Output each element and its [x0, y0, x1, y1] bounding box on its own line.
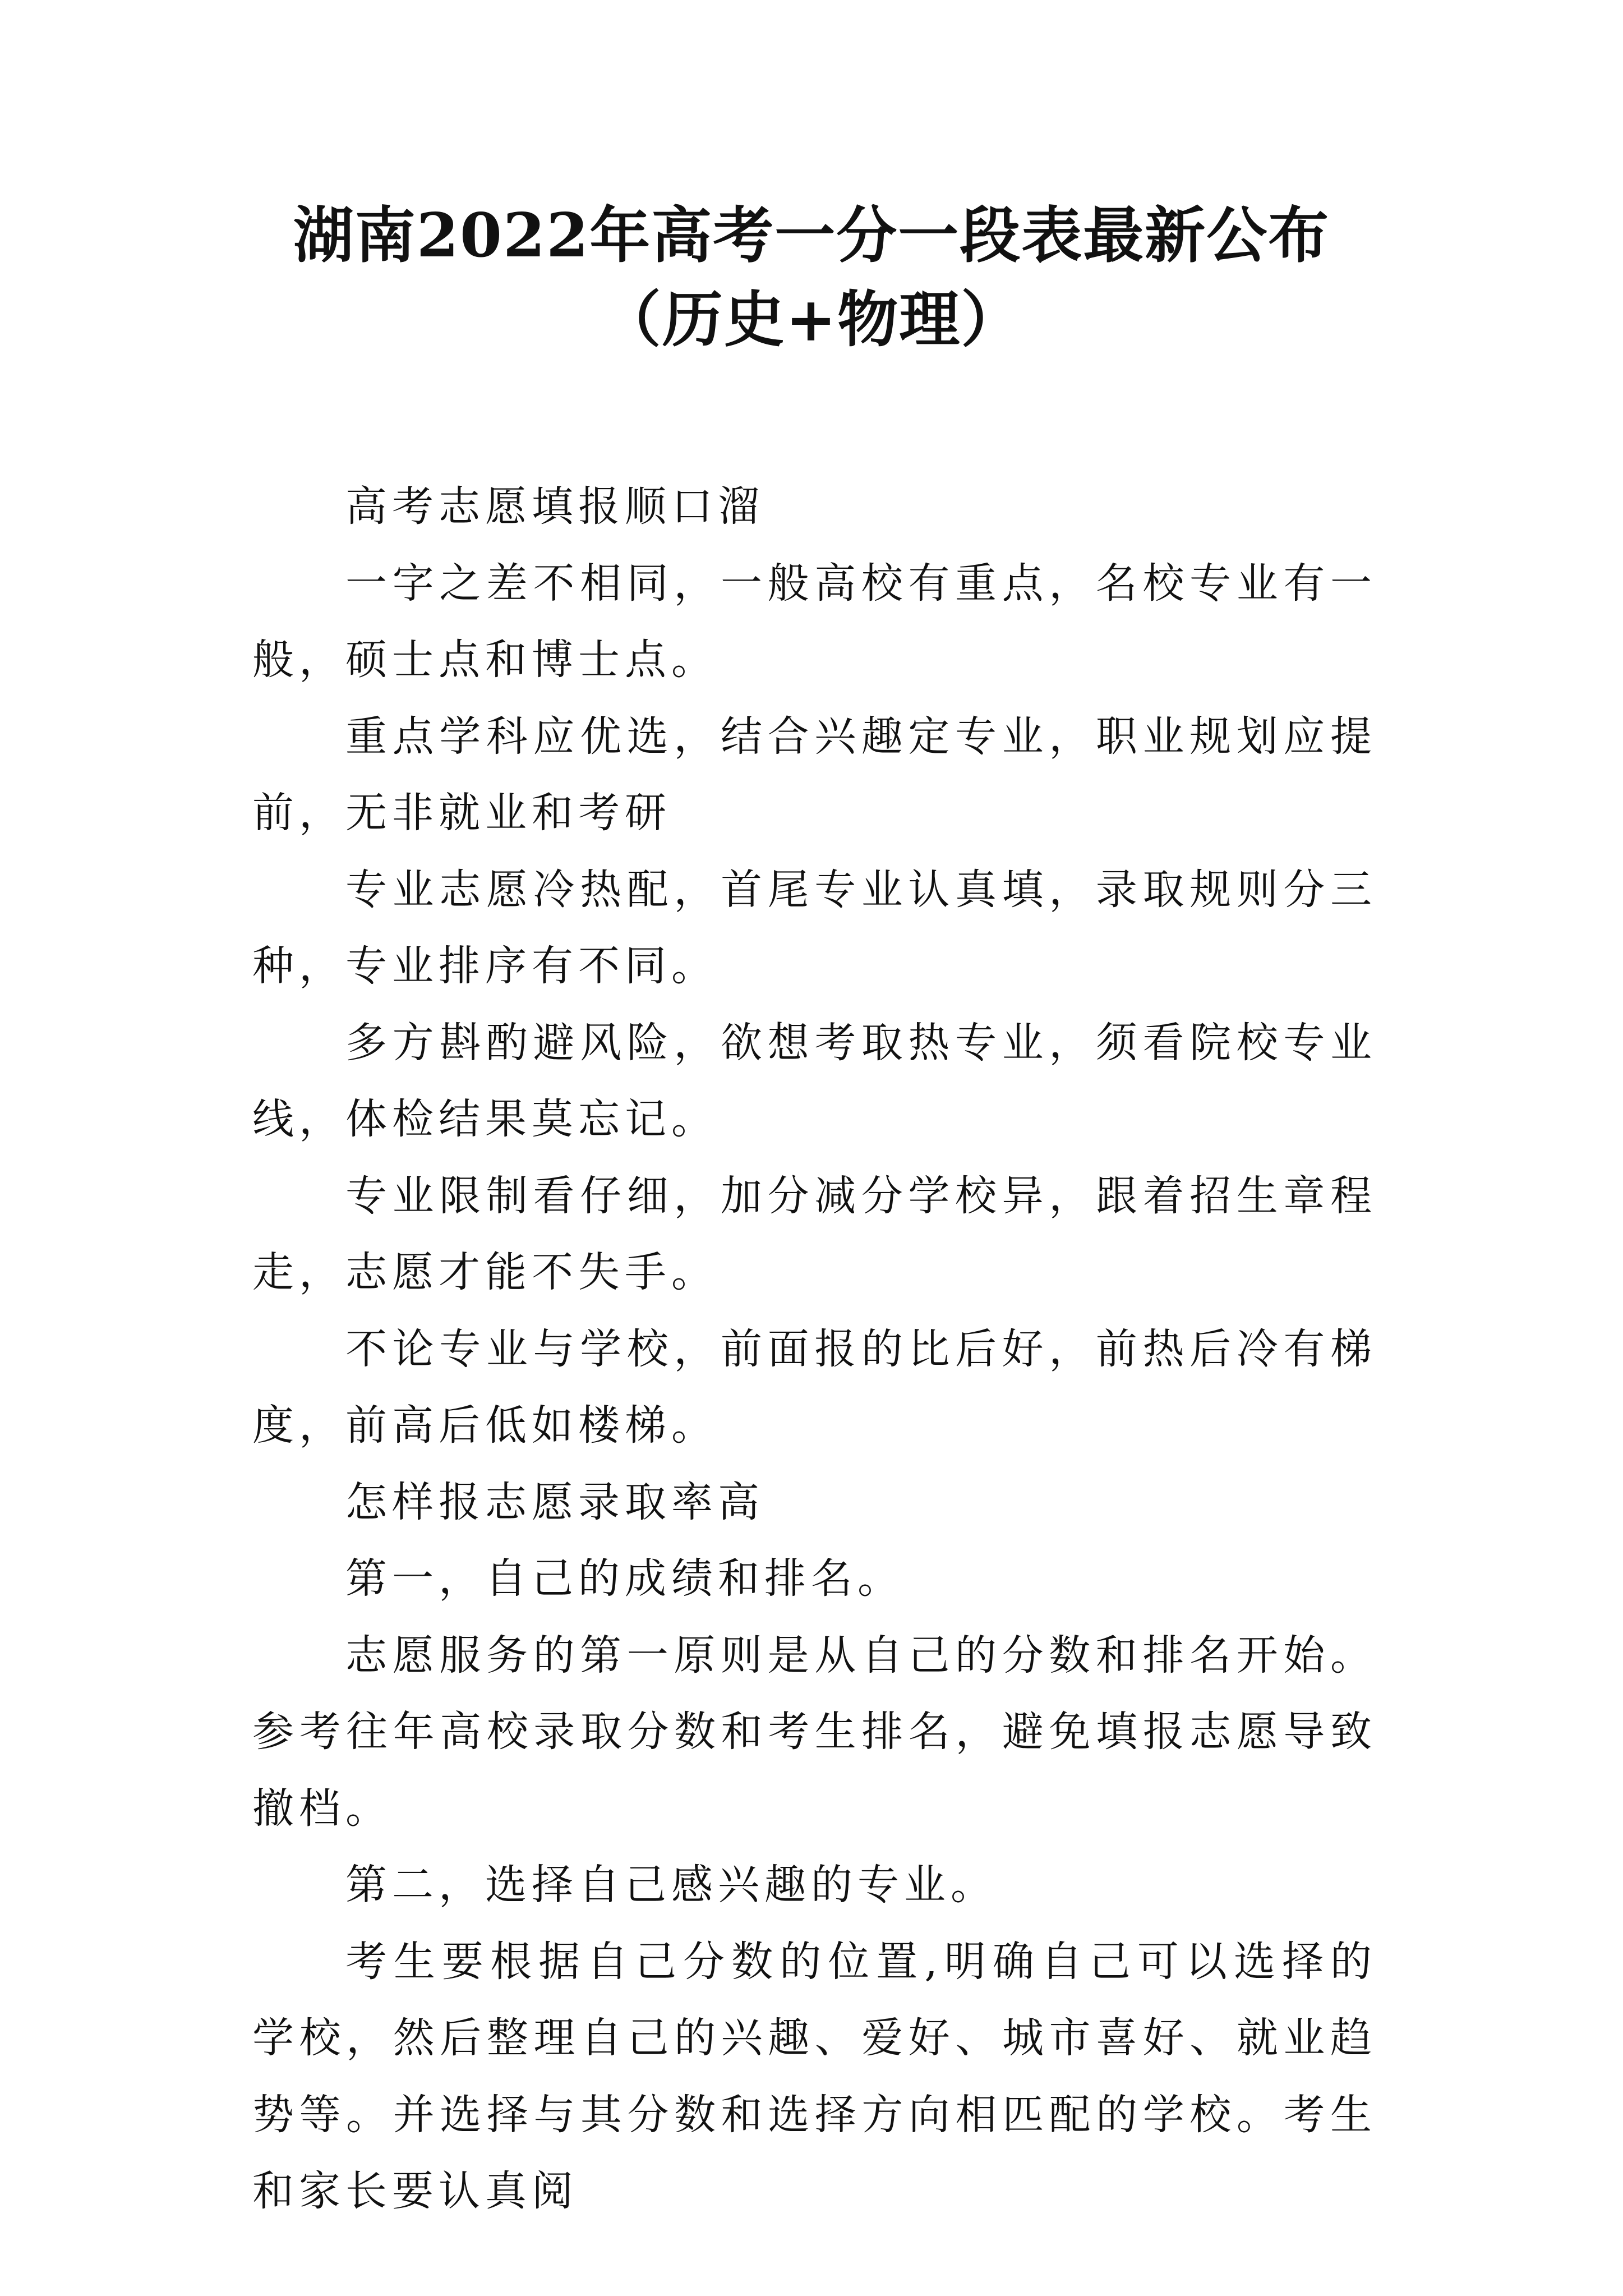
paragraph-2: 一字之差不相同，一般高校有重点，名校专业有一般，硕士点和博士点。: [252, 559, 1377, 684]
paragraph-9: 第一，自己的成绩和排名。: [345, 1554, 904, 1603]
paragraph-3: 重点学科应优选，结合兴趣定专业，职业规划应提前，无非就业和考研: [252, 712, 1377, 837]
document-title: 湖南2022年高考一分一段表最新公布（历史+物理）: [293, 200, 1330, 355]
paragraph-6: 专业限制看仔细，加分减分学校异，跟着招生章程走，志愿才能不失手。: [252, 1171, 1377, 1296]
paragraph-1: 高考志愿填报顺口溜: [345, 482, 764, 531]
paragraph-4: 专业志愿冷热配，首尾专业认真填，录取规则分三种，专业排序有不同。: [252, 865, 1377, 990]
paragraph-5: 多方斟酌避风险，欲想考取热专业，须看院校专业线，体检结果莫忘记。: [252, 1018, 1377, 1143]
paragraph-10: 志愿服务的第一原则是从自己的分数和排名开始。参考往年高校录取分数和考生排名，避免填报志愿导致撤档。: [252, 1631, 1377, 1833]
paragraph-8: 怎样报志愿录取率高: [345, 1478, 764, 1526]
paragraph-12: 考生要根据自己分数的位置,明确自己可以选择的学校，然后整理自己的兴趣、爱好、城市喜好、就业趋势等。并选择与其分数和选择方向相匹配的学校。考生和家长要认真阅: [252, 1937, 1377, 2215]
document-body: [252, 468, 1377, 2230]
paragraph-7: 不论专业与学校，前面报的比后好，前热后冷有梯度，前高后低如楼梯。: [252, 1324, 1377, 1450]
paragraph-11: 第二，选择自己感兴趣的专业。: [345, 1861, 997, 1909]
